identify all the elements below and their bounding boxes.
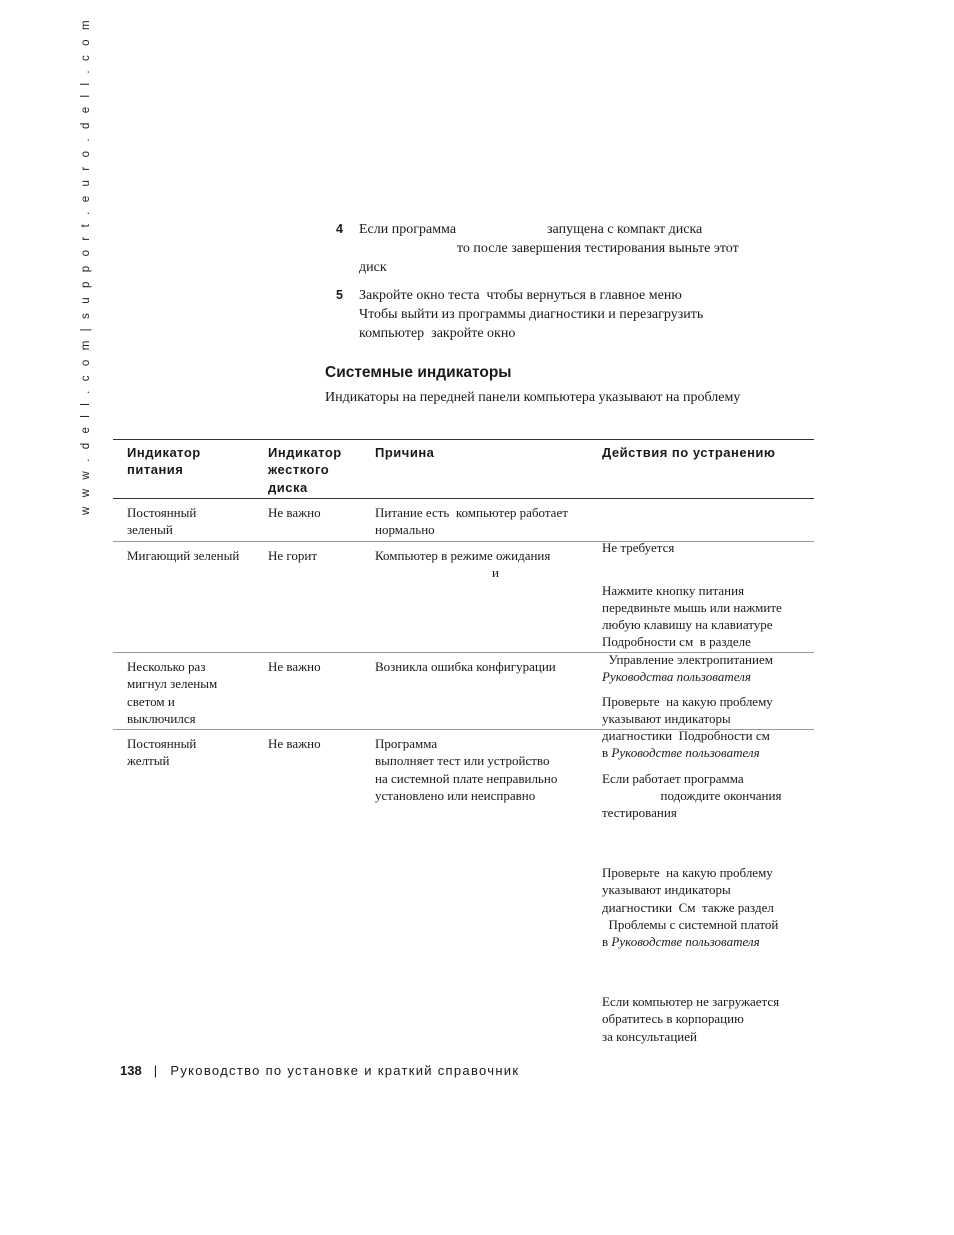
cell-hdd: Не горит [268,548,318,563]
step-line: то после завершения тестирования выньте этот [359,241,739,256]
action-text: Не требуется [602,539,675,555]
cell-cause: Питание есть компьютер работает нормально [375,505,568,538]
guide-reference: Руководстве пользователя [611,745,760,761]
step-4 [336,220,806,277]
header-hdd: Индикатор жесткого диска [268,445,342,495]
page-footer [120,1063,519,1078]
step-5 [336,286,806,343]
step-line: диск [359,260,387,275]
cell-hdd: Не важно [268,505,321,520]
side-url: w w w . d e l l . c o m | s u p p o r t . e u r o . d e l l . c o m [80,17,92,515]
guide-reference: Руководстве пользователя [611,934,760,950]
table-header-row [113,440,814,499]
step-line: Если программа запущена с компакт диска [359,222,703,237]
section-title: Системные индикаторы [325,364,512,381]
header-power: Индикатор питания [127,445,201,478]
cell-power: Мигающий зеленый [127,548,240,563]
cell-cause: Программа выполняет тест или устройство на системной плате неправильно установлено или неисправно [375,736,558,803]
table-row [113,499,814,555]
action-text: Нажмите кнопку питания передвиньте мышь или нажмите любую клавишу на клавиатуре Подробности см в разделе Управление электропитанием Руководства пользователя [602,582,782,685]
action-text: Если работает программа подождите окончания тестирования [602,770,782,821]
step-line: компьютер закройте окно [359,326,516,341]
cell-cause: Компьютер в режиме ожидания и [375,548,551,581]
header-cause: Причина [375,445,435,460]
cell-hdd: Не важно [268,736,321,751]
table-row [113,730,814,1044]
cell-hdd: Не важно [268,659,321,674]
cell-power: Несколько раз мигнул зеленым светом и выключился [127,659,218,726]
footer-separator: | [153,1063,159,1078]
action-text: Если компьютер не загружается обратитесь в корпорацию за консультацией [602,994,780,1044]
cell-power: Постоянный желтый [127,736,197,769]
footer-title: Руководство по установке и краткий справочник [170,1063,520,1078]
page-number: 138 [120,1063,142,1078]
cell-power: Постоянный зеленый [127,505,197,538]
step-line: Закройте окно теста чтобы вернуться в главное меню [359,288,682,303]
step-number: 5 [336,288,343,302]
cell-cause: Возникла ошибка конфигурации [375,659,556,674]
action-text: Проверьте на какую проблему указывают индикаторы диагностики См также раздел Проблемы с системной платой в Руководстве пользователя [602,865,779,950]
step-number: 4 [336,222,343,236]
step-line: Чтобы выйти из программы диагностики и перезагрузить [359,307,704,322]
indicator-table [113,439,814,1044]
header-actions: Действия по устранению [602,445,776,460]
action-text: Проверьте на какую проблему указывают индикаторы диагностики Подробности см в Руководстве пользователя [602,693,773,761]
intro-text: Индикаторы на передней панели компьютера указывают на проблему [325,390,741,405]
guide-reference: Руководства пользователя [602,669,751,685]
cell-actions [602,735,781,1088]
